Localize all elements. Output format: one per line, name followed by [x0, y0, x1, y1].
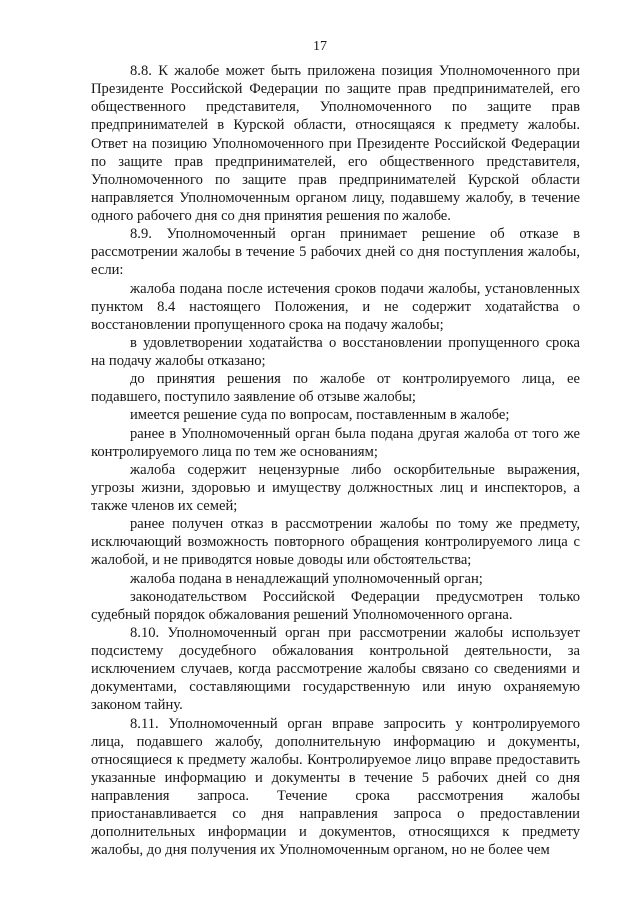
list-item-deadline-missed: жалоба подана после истечения сроков подачи жалобы, установленных пунктом 8.4 настоящего Положения, и не содержит ходатайства о восстановлении пропущенного срока на подачу жалобы;: [91, 280, 580, 333]
list-item-duplicate-complaint: ранее в Уполномоченный орган была подана другая жалоба от того же контролируемого лица по тем же основаниям;: [91, 425, 580, 460]
list-item-withdrawal: до принятия решения по жалобе от контролируемого лица, ее подавшего, поступило заявление об отзыве жалобы;: [91, 371, 580, 406]
paragraph-8-11: 8.11. Уполномоченный орган вправе запросить у контролируемого лица, подавшего жалобу, дополнительную информацию и документы, относящиеся к предмету жалобы. Контролируемое лицо вправе предоставить указанные информацию и документы в течение 5 рабочих дней со дня направления запроса. Течение срока рассмотрения жалобы приостанавливается со дня направления запроса о предоставлении дополнительных информации и документов, относящихся к предмету жалобы, до дня получения их Уполномоченным органом, но не более чем: [91, 715, 580, 859]
list-item-restore-denied: в удовлетворении ходатайства о восстановлении пропущенного срока на подачу жалобы отказано;: [91, 334, 580, 369]
paragraph-8-8: 8.8. К жалобе может быть приложена позиция Уполномоченного при Президенте Российской Федерации по защите прав предпринимателей, его общественного представителя, Уполномоченного по защите прав предпринимателей в Курской области, относящаяся к предмету жалобы. Ответ на позицию Уполномоченного при Президенте Российской Федерации по защите прав предпринимателей, его общественного представителя, Уполномоченного по защите прав предпринимателей Курской области направляется Уполномоченным органом лицу, подавшему жалобу, в течение одного рабочего дня со дня принятия решения по жалобе.: [91, 63, 580, 224]
paragraph-8-9: 8.9. Уполномоченный орган принимает решение об отказе в рассмотрении жалобы в течение 5 рабочих дней со дня поступления жалобы, если:: [91, 226, 580, 279]
page-number: 17: [313, 39, 327, 54]
list-item-offensive-content: жалоба содержит нецензурные либо оскорбительные выражения, угрозы жизни, здоровью и имуществу должностных лиц и инспекторов, а также членов их семей;: [91, 461, 580, 514]
list-item-court-only: законодательством Российской Федерации предусмотрен только судебный порядок обжалования решений Уполномоченного органа.: [91, 588, 580, 623]
paragraph-8-10: 8.10. Уполномоченный орган при рассмотрении жалобы использует подсистему досудебного обжалования контрольной деятельности, за исключением случаев, когда рассмотрение жалобы связано со сведениями и документами, составляющими государственную или иную охраняемую законом тайну.: [91, 624, 580, 714]
list-item-court-decision: имеется решение суда по вопросам, поставленным в жалобе;: [130, 407, 510, 424]
document-body: [91, 62, 580, 860]
list-item-wrong-authority: жалоба подана в ненадлежащий уполномоченный орган;: [130, 570, 483, 587]
list-item-prior-refusal: ранее получен отказ в рассмотрении жалобы по тому же предмету, исключающий возможность повторного обращения контролируемого лица с жалобой, и не приводятся новые доводы или обстоятельства;: [91, 516, 580, 569]
